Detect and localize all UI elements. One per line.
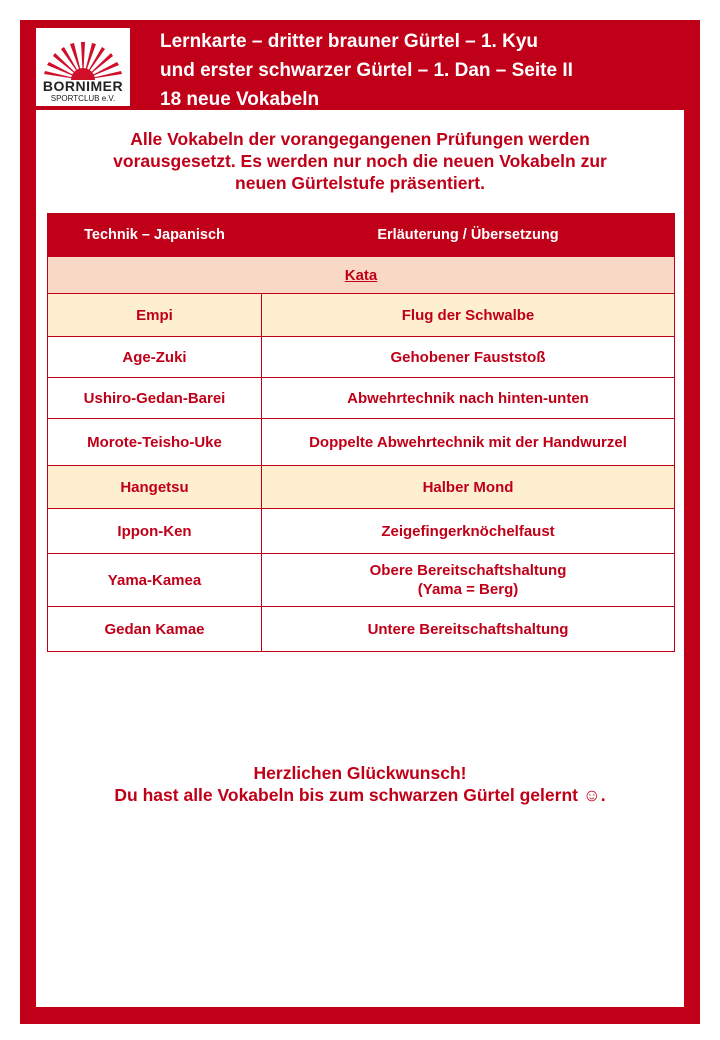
- intro-line: Alle Vokabeln der vorangegangenen Prüfungen werden: [130, 129, 590, 149]
- section-row: [48, 257, 675, 294]
- term-cell: Gedan Kamae: [48, 607, 262, 652]
- column-header-meaning: Erläuterung / Übersetzung: [262, 214, 675, 257]
- table-row: [48, 337, 675, 378]
- meaning-cell: Untere Bereitschaftshaltung: [262, 607, 675, 652]
- meaning-cell: Abwehrtechnik nach hinten-unten: [262, 378, 675, 419]
- meaning-line: (Yama = Berg): [417, 581, 519, 598]
- table-row: [48, 607, 675, 652]
- table-row: [48, 509, 675, 554]
- sunburst-icon: [36, 28, 130, 80]
- page-title: [160, 27, 573, 114]
- intro-line: vorausgesetzt. Es werden nur noch die neuen Vokabeln zur: [113, 151, 607, 171]
- meaning-cell: Flug der Schwalbe: [262, 294, 675, 337]
- table-header-row: [48, 214, 675, 257]
- table-row: [48, 419, 675, 466]
- title-line: 18 neue Vokabeln: [160, 89, 320, 110]
- table-row: [48, 294, 675, 337]
- term-cell: Age-Zuki: [48, 337, 262, 378]
- column-header-term: Technik – Japanisch: [48, 214, 262, 257]
- title-line: Lernkarte – dritter brauner Gürtel – 1. Kyu: [160, 31, 539, 52]
- intro-line: neuen Gürtelstufe präsentiert.: [235, 173, 485, 193]
- closing-line: Herzlichen Glückwunsch!: [253, 763, 467, 783]
- intro-text: [60, 128, 660, 194]
- term-cell: Empi: [48, 294, 262, 337]
- meaning-cell: Gehobener Fauststoß: [262, 337, 675, 378]
- logo-name: BORNIMER: [42, 78, 124, 94]
- closing-line: Du hast alle Vokabeln bis zum schwarzen Gürtel gelernt ☺.: [114, 785, 606, 805]
- term-cell: Ippon-Ken: [48, 509, 262, 554]
- vocabulary-table: [47, 213, 675, 652]
- term-cell: Morote-Teisho-Uke: [48, 419, 262, 466]
- logo-subtitle: SPORTCLUB e.V.: [50, 94, 116, 103]
- term-cell: Ushiro-Gedan-Barei: [48, 378, 262, 419]
- section-label: Kata: [48, 257, 675, 294]
- closing-message: [60, 762, 660, 806]
- term-cell: Yama-Kamea: [48, 554, 262, 607]
- meaning-cell: [262, 554, 675, 607]
- term-cell: Hangetsu: [48, 466, 262, 509]
- title-line: und erster schwarzer Gürtel – 1. Dan – Seite II: [160, 60, 573, 81]
- meaning-cell: Doppelte Abwehrtechnik mit der Handwurzel: [262, 419, 675, 466]
- table-row: [48, 378, 675, 419]
- meaning-cell: Halber Mond: [262, 466, 675, 509]
- table-row: [48, 466, 675, 509]
- club-logo: [36, 28, 130, 106]
- table-row: [48, 554, 675, 607]
- meaning-cell: Zeigefingerknöchelfaust: [262, 509, 675, 554]
- meaning-line: Obere Bereitschaftshaltung: [369, 562, 567, 579]
